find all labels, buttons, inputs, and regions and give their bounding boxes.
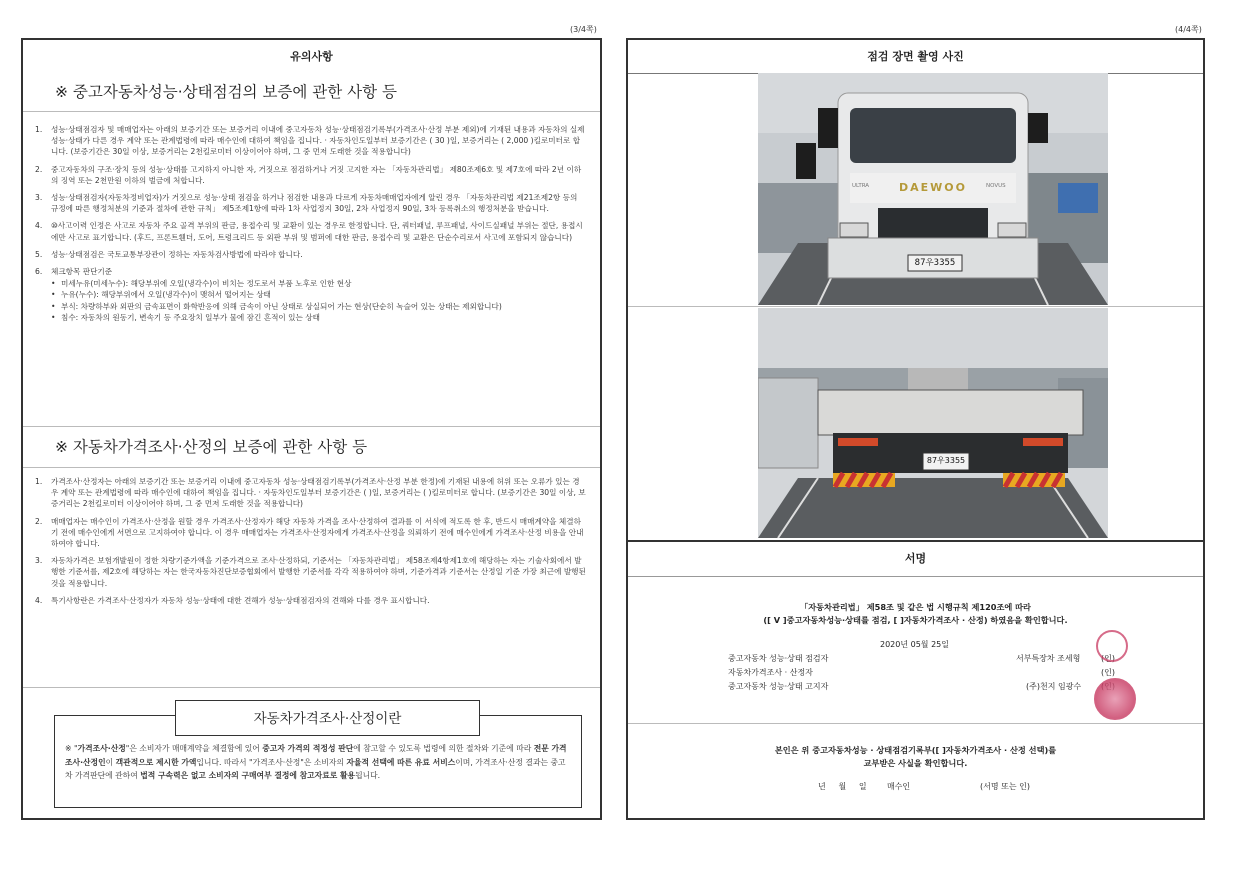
list-item: 1. 성능·상태점검자 및 매매업자는 아래의 보증기간 또는 보증거리 이내에 중고자동차 성능·상태점검기록부(가격조사·산정 부분 제외)에 기재된 내용과 자동차의 실제 성능·상태가 다른 경우 계약 또는 관계법령에 따라 매수인에 대하여 책임을 집니다. · 자동차인도일부터 보증기간은 ( 30 )일, 보증거리는 ( 2,000 )킬로미터로 합니다. (보증기간은 30일 이상, 보증거리는 2천킬로미터 이상이어야 하며, 그 중 먼저 도래한 것을 적용합니다) (35, 125, 585, 157)
buyer-signature-field[interactable]: (서명 또는 인) (980, 782, 1030, 791)
inspector-seal: (인) (1101, 654, 1115, 663)
section2-header (23, 426, 600, 468)
appraiser-role: 자동차가격조사 · 산정자 (728, 668, 813, 677)
notice-title: 유의사항 (23, 40, 600, 74)
definition-box (54, 711, 582, 808)
front-model-right: NOVUS (986, 183, 1006, 189)
front-model-left: ULTRA (852, 183, 870, 189)
list-item: 6. 체크항목 판단기준 (35, 267, 113, 277)
signature-title: 서명 (904, 552, 927, 565)
inspector-name: 서부특장차 조세형 (1016, 654, 1081, 663)
front-inspection-photo (758, 73, 1108, 305)
signature-divider (628, 723, 1203, 724)
definition-body: ※ "가격조사·산정"은 소비자가 매매계약을 체결함에 있어 중고자 가격의 적정성 판단에 참고할 수 있도록 법령에 의한 절차와 기준에 따라 전문 가격조사·산정인이 객관적으로 제시한 가액입니다. 따라서 "가격조사·산정"은 소비자의 자율적 선택에 따른 유료 서비스이며, 가격조사·산정 결과는 중고차 가격판단에 관하여 법적 구속력은 없고 소비자의 구매여부 결정에 참고자료로 활용됩니다. (65, 744, 567, 780)
inspector-role: 중고자동차 성능·상태 점검자 (728, 654, 829, 663)
criteria-item: • 부식: 차량하부와 외판의 금속표면이 화학반응에 의해 금속이 아닌 상태로 상실되어 가는 현상(단순히 녹슬어 있는 상태는 제외합니다) (51, 301, 502, 311)
criteria-item: • 침수: 자동차의 원동기, 변속기 등 주요장치 일부가 물에 잠긴 흔적이 있는 상태 (51, 312, 320, 322)
list-item: 4. 특기사항란은 가격조사·산정자가 자동차 성능·상태에 대한 견해가 성능·상태점검자의 견해와 다를 경우 표시합니다. (35, 595, 430, 605)
front-brand-label: DAEWOO (899, 181, 967, 194)
criteria-item: • 누유(누수): 해당부위에서 오일(냉각수)이 맺혀서 떨어지는 상태 (51, 290, 271, 300)
law-line-1: 「자동차관리법」 제58조 및 같은 법 시행규칙 제120조에 따라 (800, 602, 1031, 612)
photo-title: 점검 장면 촬영 사진 (628, 40, 1203, 74)
section-divider (23, 687, 600, 688)
notifier-role: 중고자동차 성능·상태 고지자 (728, 682, 829, 691)
definition-title: 자동차가격조사·산정이란 (175, 700, 480, 736)
list-item: 2. 매매업자는 매수인이 가격조사·산정을 원할 경우 가격조사·산정자가 해당 자동차 가격을 조사·산정하여 결과를 이 서식에 적도록 한 후, 반드시 매매계약을 체결하기 전에 매수인에게 서면으로 고지하여야 합니다. 이 경우 매매업자는 가격조사·산정자에게 가격조사·산정을 의뢰하기 전에 매수인에게 가격조사·산정 비용을 안내하여야 합니다. (35, 516, 584, 549)
rear-license-plate: 87우3355 (926, 456, 966, 465)
list-item: 5. 성능·상태점검은 국토교통부장관이 정하는 자동차검사방법에 따라야 합니다. (35, 249, 303, 259)
buyer-date-line: 년 월 일 매수인 (818, 782, 911, 791)
section1-header (23, 73, 600, 112)
list-item: 3. 성능·상태점검자(자동차정비업자)가 거짓으로 성능·상태 점검을 하거나 점검한 내용과 다르게 자동차매매업자에게 알린 경우 「자동차관리법 제21조제2항 등의 규정에 따른 행정처분의 기준과 절차에 관한 규칙」 제5조제1항에 따라 1차 사업정지 30일, 2차 사업정지 90일, 3차 등록취소의 행정처분을 받습니다. (35, 193, 578, 214)
law-line-2: ([ V ]중고자동차성능·상태를 점검, [ ]자동차가격조사 · 산정) 하였음을 확인합니다. (763, 615, 1068, 625)
list-item: 3. 자동차가격은 보험개발원이 정한 차량기준가액을 기준가격으로 조사·산정하되, 기준서는 「자동차관리법」 제58조제4항제1호에 해당하는 자는 기술사회에서 발행한 기준서를, 제2호에 해당하는 자는 한국자동차진단보증협회에서 발행한 기준서를 각각 적용하여야 하며, 기준가격과 기준서는 산정일 기준 가장 최근에 발행된 것을 적용합니다. (35, 556, 586, 588)
rear-inspection-photo (758, 308, 1108, 538)
buyer-confirmation (628, 744, 1203, 770)
appraiser-seal: (인) (1101, 668, 1115, 677)
signature-header (628, 540, 1203, 577)
section2-list (35, 476, 586, 612)
confirm-line-1: 본인은 위 중고자동차성능 · 상태점검기록부([ ]자동차가격조사 · 산정 선택)를 (774, 745, 1057, 755)
company-seal-stamp (1096, 630, 1128, 662)
list-item: 2. 중고자동차의 구조·장치 등의 성능·상태를 고지하지 아니한 자, 거짓으로 점검하거나 거짓 고지한 자는 「자동차관리법」 제80조제6호 및 제7호에 따라 2년 이하의 징역 또는 2천만원 이하의 벌금에 처합니다. (35, 164, 582, 185)
page-number-right: (4/4쪽) (1175, 25, 1202, 34)
rear-truck-image (758, 308, 1108, 538)
photo-panel (626, 38, 1205, 820)
criteria-item: • 미세누유(미세누수): 해당부위에 오일(냉각수)이 비치는 정도로서 부품 노후로 인한 현상 (51, 279, 352, 289)
notice-panel (21, 38, 602, 820)
signature-date: 2020년 05월 25일 (880, 640, 949, 649)
section2-heading: ※ 자동차가격조사·산정의 보증에 관한 사항 등 (55, 438, 368, 456)
front-license-plate: 87우3355 (914, 258, 956, 268)
list-item: 1. 가격조사·산정자는 아래의 보증기간 또는 보증거리 이내에 중고자동차 성능·상태점검기록부(가격조사·산정 부분 한정)에 기재된 내용에 허위 또는 오류가 있는 경우 계약 또는 관계법령에 따라 매수인에 대하여 책임을 집니다. · 자동차인도일부터 보증기간은 ( )일, 보증거리는 ( )킬로미터로 합니다. (보증기간은 30일 이상, 보증거리는 2천킬로미터 이상이어야 하며, 그 중 먼저 도래한 것을 적용합니다) (35, 477, 586, 509)
law-statement (628, 601, 1203, 627)
personal-seal-stamp (1094, 678, 1136, 720)
section1-list (35, 124, 586, 323)
list-item: 4. ⑩사고이력 인정은 사고로 자동차 주요 골격 부위의 판금, 용접수리 및 교환이 있는 경우로 한정합니다. 단, 쿼터패널, 루프패널, 사이드실패널 부위는 절단, 용접시에만 사고로 표기합니다. (후드, 프론트휀더, 도어, 트렁크리드 등 외판 부위 및 범퍼에 대한 판금, 용접수리 및 교환은 단순수리로서 사고에 포함되지 않습니다) (35, 221, 583, 242)
photo-divider (628, 306, 1203, 307)
confirm-line-2: 교부받은 사실을 확인합니다. (863, 758, 968, 768)
page-number-left: (3/4쪽) (570, 25, 597, 34)
notifier-name: (주)천지 임광수 (1026, 682, 1082, 691)
section1-heading: ※ 중고자동차성능·상태점검의 보증에 관한 사항 등 (55, 83, 398, 101)
